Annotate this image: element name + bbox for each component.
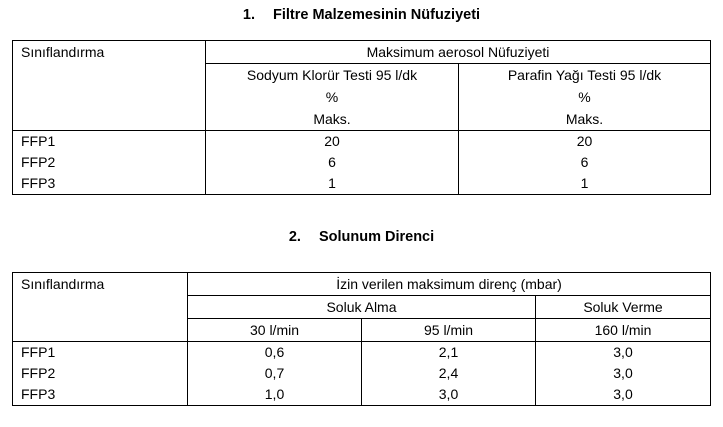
paraffin-oil-test-header: Parafin Yağı Testi 95 l/dk % Maks. <box>459 64 711 131</box>
filter-penetration-table <box>12 40 711 195</box>
section-2-number: 2. <box>288 229 301 245</box>
table-row: FFP1 0,6 2,1 3,0 <box>13 342 711 364</box>
inhalation-header: Soluk Alma <box>188 296 536 319</box>
section-1-heading <box>0 7 723 23</box>
breathing-resistance-table <box>12 272 711 406</box>
sodium-chloride-test-header: Sodyum Klorür Testi 95 l/dk % Maks. <box>206 64 459 131</box>
classification-header: Sınıflandırma <box>13 41 206 131</box>
section-1-title: Filtre Malzemesinin Nüfuziyeti <box>273 7 481 23</box>
table-row: FFP2 0,7 2,4 3,0 <box>13 363 711 384</box>
classification-header: Sınıflandırma <box>13 273 188 342</box>
table-row: FFP2 6 6 <box>13 152 711 173</box>
flow-30-header: 30 l/min <box>188 319 362 342</box>
table-row: FFP3 1,0 3,0 3,0 <box>13 384 711 406</box>
section-2-title: Solunum Direnci <box>318 229 435 245</box>
flow-160-header: 160 l/min <box>536 319 711 342</box>
max-aerosol-penetration-header: Maksimum aerosol Nüfuziyeti <box>206 41 711 64</box>
max-resistance-header: İzin verilen maksimum direnç (mbar) <box>188 273 711 296</box>
section-1-number: 1. <box>242 7 255 23</box>
flow-95-header: 95 l/min <box>362 319 536 342</box>
section-2-heading <box>0 229 723 245</box>
table-row: FFP1 20 20 <box>13 131 711 153</box>
table-row: FFP3 1 1 <box>13 173 711 195</box>
exhalation-header: Soluk Verme <box>536 296 711 319</box>
